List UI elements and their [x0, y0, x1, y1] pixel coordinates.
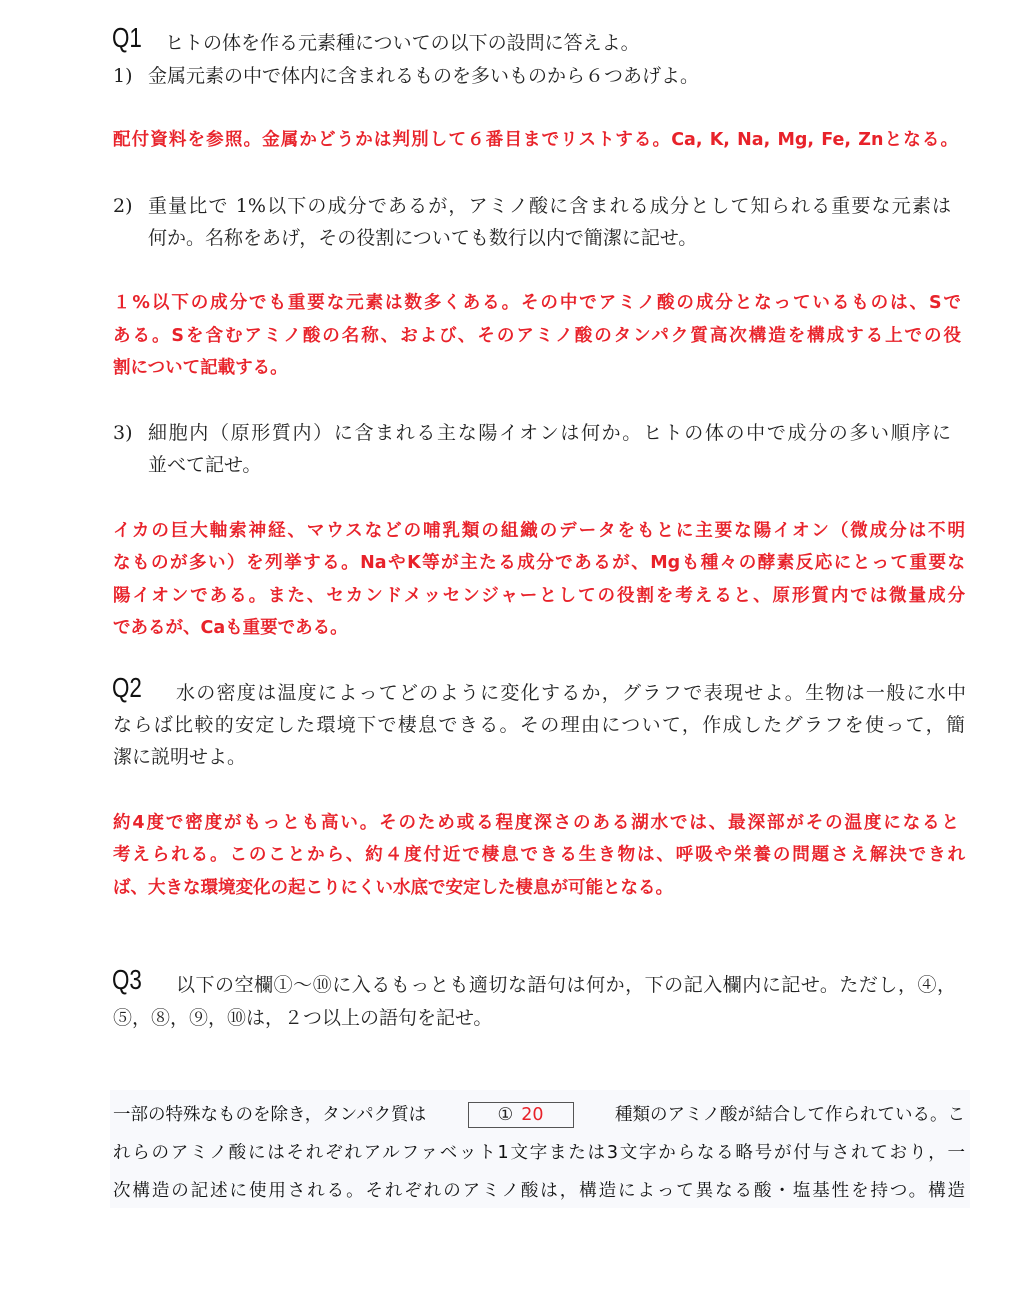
q1-3-number: 3) — [113, 422, 133, 444]
q1-3-question-line: 細胞内（原形質内）に含まれる主な陽イオンは何か。ヒトの体の中で成分の多い順序に — [148, 422, 951, 444]
q3-question-line: 以下の空欄①～⑩に入るもっとも適切な語句は何か，下の記入欄内に記せ。ただし，④， — [176, 974, 956, 996]
q1-2-number: 2) — [113, 195, 133, 217]
passage-text: 種類のアミノ酸が結合して作られている。こ — [614, 1105, 965, 1125]
q3-question-line: ⑤，⑧，⑨，⑩は，２つ以上の語句を記せ。 — [113, 1007, 493, 1029]
q1-3-answer-line: なものが多い）を列挙する。NaやK等が主たる成分であるが、Mgも種々の酵素反応にとって重要な — [113, 553, 965, 573]
q2-answer-line: 約4度で密度がもっとも高い。そのため或る程度深さのある湖水では、最深部がその温度になると — [113, 813, 959, 833]
q1-1-answer: 配付資料を参照。金属かどうかは判別して６番目までリストする。Ca, K, Na, Mg, Fe, Znとなる。 — [113, 130, 958, 150]
q2-answer-line: ば、大きな環境変化の起こりにくい水底で安定した棲息が可能となる。 — [113, 878, 673, 898]
q1-2-question-line: 何か。名称をあげ，その役割についても数行以内で簡潔に記せ。 — [148, 227, 698, 249]
q1-label: Q1 — [112, 22, 142, 53]
q1-3-answer-line: 陽イオンである。また、セカンドメッセンジャーとしての役割を考えると、原形質内では微量成分 — [113, 586, 965, 606]
q1-3-answer-line: であるが、Caも重要である。 — [113, 618, 348, 638]
passage-text: 一部の特殊なものを除き，タンパク質は — [113, 1105, 427, 1125]
q1-3-question-line: 並べて記せ。 — [148, 454, 262, 476]
blank-1-answer: 20 — [521, 1105, 544, 1125]
passage-line — [113, 1102, 965, 1128]
q1-2-answer-line: ある。Sを含むアミノ酸の名称、および、そのアミノ酸のタンパク質高次構造を構成する上での役 — [113, 326, 961, 346]
q1-3-answer-line: イカの巨大軸索神経、マウスなどの哺乳類の組織のデータをもとに主要な陽イオン（微成分は不明 — [113, 521, 965, 541]
q2-label: Q2 — [112, 672, 142, 703]
q1-1-question: 金属元素の中で体内に含まれるものを多いものから６つあげよ。 — [148, 65, 700, 87]
q2-question-line: ならば比較的安定した環境下で棲息できる。その理由について，作成したグラフを使って，簡 — [113, 714, 965, 736]
blank-1-marker: ① — [497, 1105, 514, 1125]
q3-label: Q3 — [112, 964, 142, 995]
q1-prompt: ヒトの体を作る元素種についての以下の設問に答えよ。 — [165, 32, 640, 54]
passage-line: れらのアミノ酸にはそれぞれアルファベット1文字または3文字からなる略号が付与されており，一 — [113, 1143, 965, 1163]
q2-question-line: 潔に説明せよ。 — [113, 746, 247, 768]
q1-2-question-line: 重量比で 1%以下の成分であるが，アミノ酸に含まれる成分として知られる重要な元素は — [148, 195, 951, 217]
q1-2-answer-line: 割について記載する。 — [113, 358, 288, 378]
blank-1-field[interactable] — [468, 1102, 574, 1128]
q2-answer-line: 考えられる。このことから、約４度付近で棲息できる生き物は、呼吸や栄養の問題さえ解決できれ — [113, 845, 965, 865]
q1-1-number: 1) — [113, 65, 133, 87]
passage-line: 次構造の記述に使用される。それぞれのアミノ酸は，構造によって異なる酸・塩基性を持つ。構造 — [113, 1181, 965, 1201]
q2-question-line: 水の密度は温度によってどのように変化するか，グラフで表現せよ。生物は一般に水中 — [176, 682, 966, 704]
q1-2-answer-line: １%以下の成分でも重要な元素は数多くある。その中でアミノ酸の成分となっているものは、Sで — [113, 293, 961, 313]
